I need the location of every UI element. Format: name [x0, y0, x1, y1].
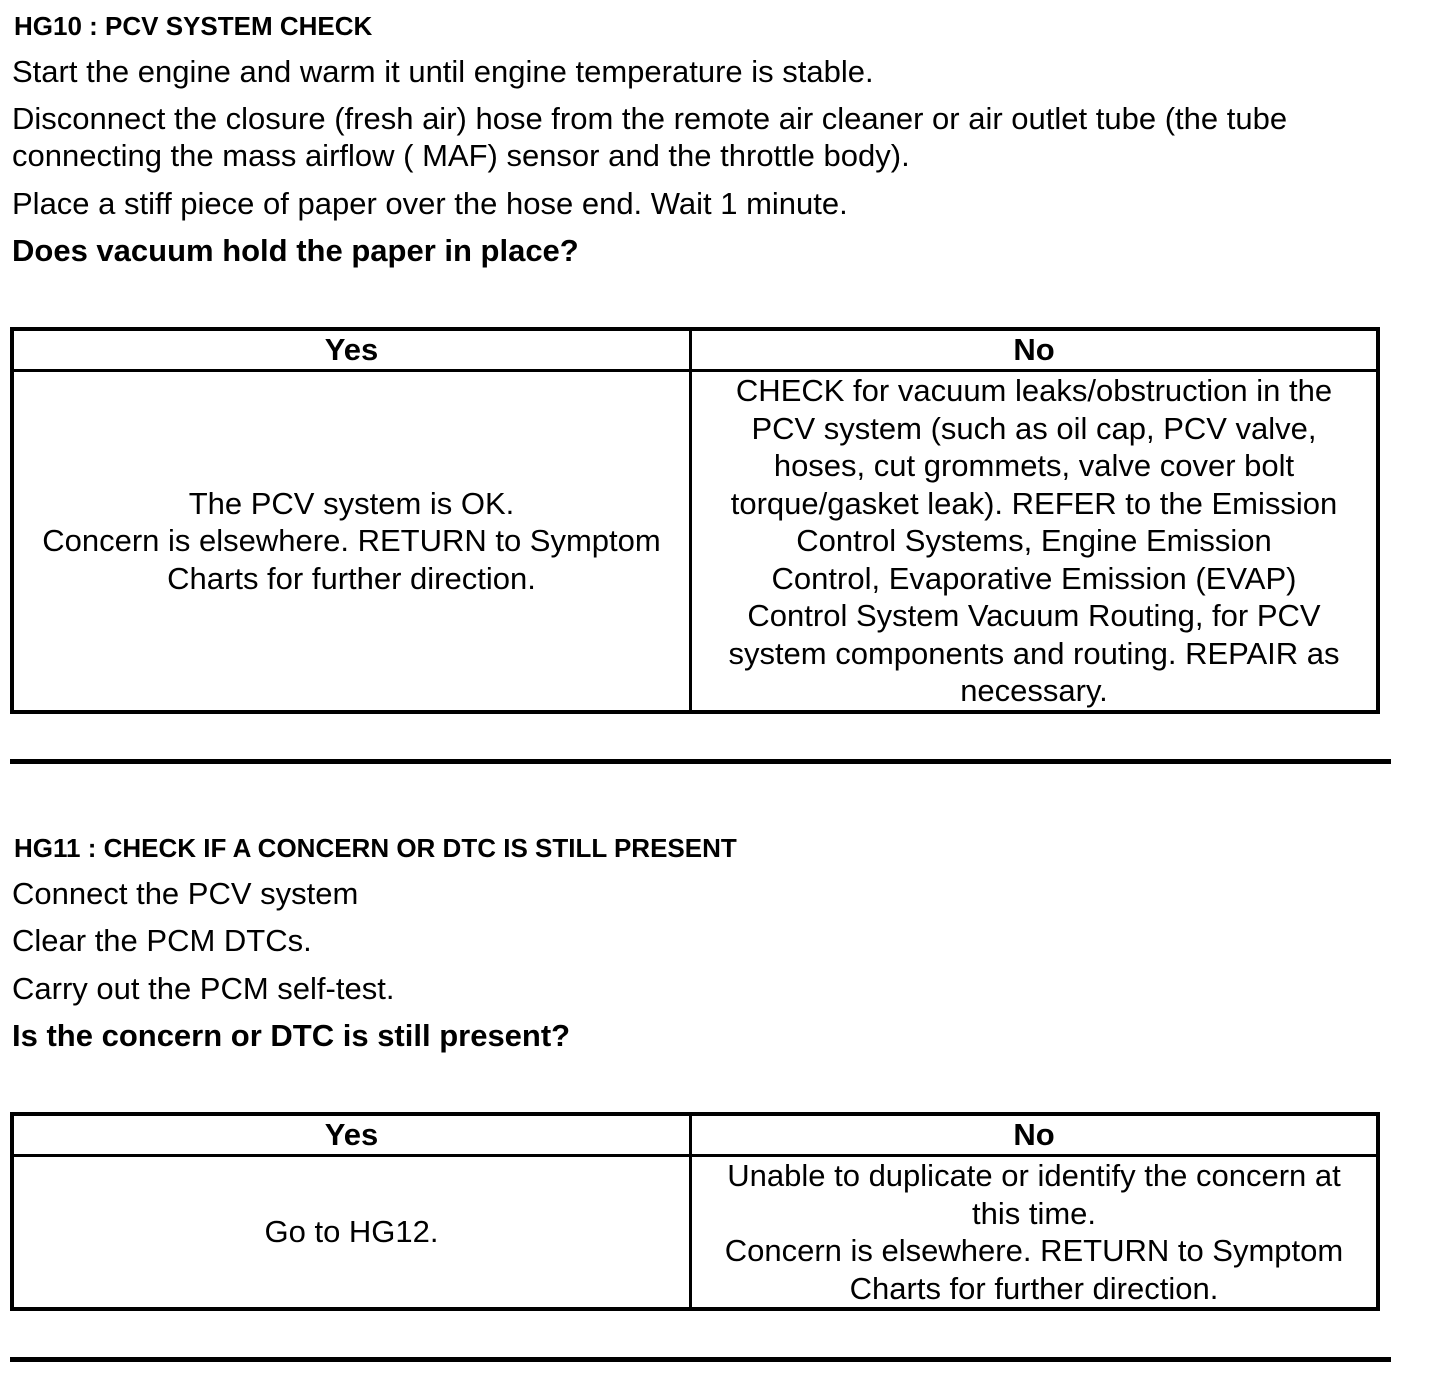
- section-title-hg11: HG11 : CHECK IF A CONCERN OR DTC IS STILL PRESENT: [14, 833, 737, 863]
- step-text: Connect the PCV system: [12, 876, 359, 911]
- yes-no-table-hg11: [10, 1112, 1380, 1311]
- cell-text-line: hoses, cut grommets, valve cover bolt: [773, 448, 1295, 483]
- no-header: No: [691, 1114, 1379, 1156]
- cell-text-line: The PCV system is OK.: [188, 485, 515, 521]
- cell-text-line: Control, Evaporative Emission (EVAP): [771, 560, 1297, 596]
- section-title-hg10: HG10 : PCV SYSTEM CHECK: [14, 11, 373, 41]
- step-text: Disconnect the closure (fresh air) hose from the remote air cleaner or air outlet tube (the tube connecting the mass airflow ( MAF) sensor and the throttle body).: [12, 101, 1288, 173]
- cell-text-line: PCV system (such as oil cap, PCV valve,: [751, 410, 1317, 446]
- step-text: Place a stiff piece of paper over the hose end. Wait 1 minute.: [12, 186, 848, 221]
- no-cell: [691, 1156, 1379, 1310]
- section-divider: [10, 1357, 1391, 1362]
- cell-text-line: Go to HG12.: [264, 1214, 439, 1250]
- step-text: Clear the PCM DTCs.: [12, 923, 312, 958]
- cell-text-line: Control System Vacuum Routing, for PCV: [747, 598, 1321, 633]
- step-text: Start the engine and warm it until engine temperature is stable.: [12, 54, 874, 89]
- question-text: Does vacuum hold the paper in place?: [12, 233, 579, 268]
- cell-text-line: Charts for further direction.: [849, 1270, 1219, 1306]
- no-header: No: [691, 329, 1379, 371]
- yes-header: Yes: [12, 329, 691, 371]
- yes-header: Yes: [12, 1114, 691, 1156]
- cell-text-line: Concern is elsewhere. RETURN to Symptom: [724, 1233, 1344, 1268]
- section-divider: [10, 759, 1391, 764]
- cell-text-line: system components and routing. REPAIR as: [728, 635, 1340, 671]
- no-cell: [691, 371, 1379, 712]
- cell-text-line: Charts for further direction.: [167, 560, 536, 596]
- yes-no-table-hg10: [10, 327, 1380, 714]
- cell-text-line: necessary.: [960, 673, 1108, 708]
- cell-text-line: Concern is elsewhere. RETURN to Symptom: [42, 523, 661, 558]
- cell-text-line: torque/gasket leak). REFER to the Emission: [730, 485, 1338, 521]
- step-text: Carry out the PCM self-test.: [12, 971, 395, 1006]
- cell-text-line: Control Systems, Engine Emission: [796, 523, 1272, 558]
- yes-cell: [12, 1156, 691, 1310]
- cell-text-line: CHECK for vacuum leaks/obstruction in the: [735, 373, 1333, 408]
- yes-cell: [12, 371, 691, 712]
- cell-text-line: this time.: [971, 1195, 1097, 1231]
- cell-text-line: Unable to duplicate or identify the concern at: [727, 1158, 1341, 1193]
- question-text: Is the concern or DTC is still present?: [12, 1018, 571, 1053]
